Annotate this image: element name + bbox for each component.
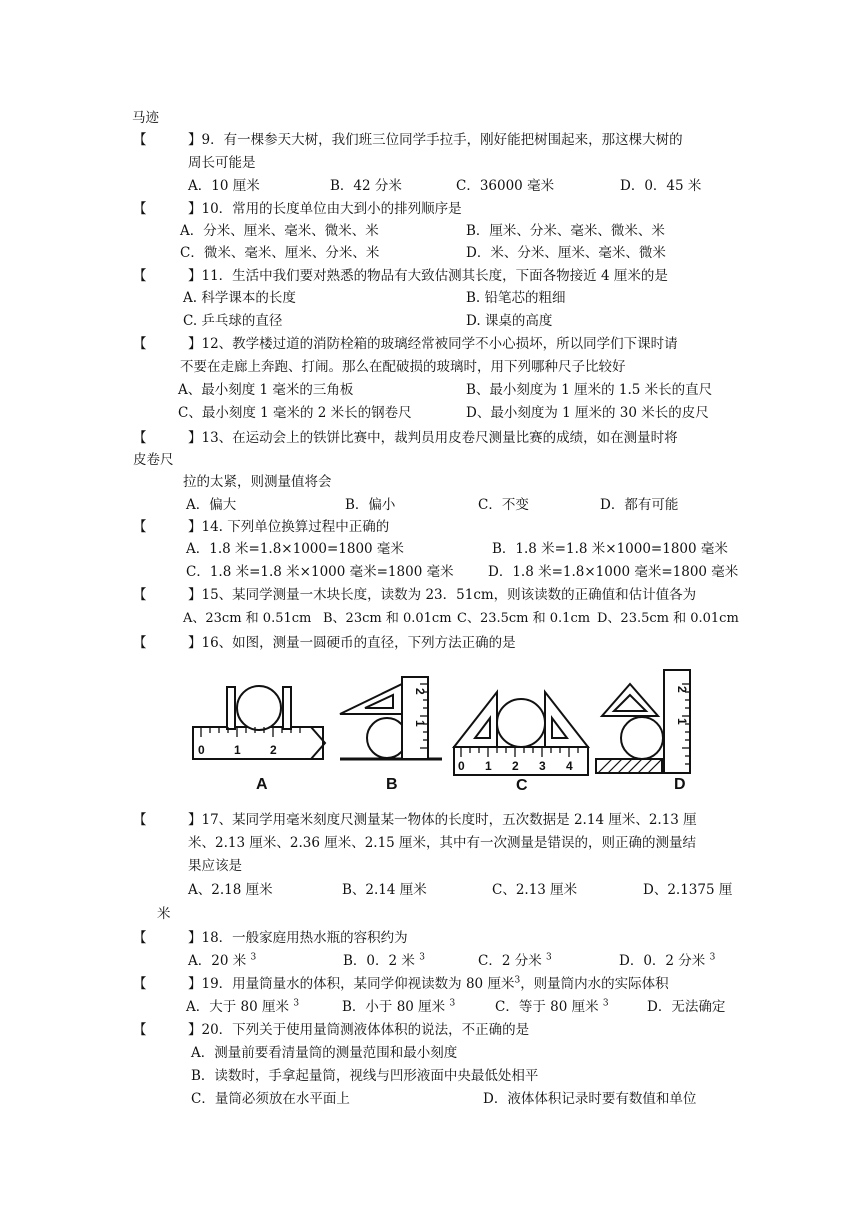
option-c: C．等于 80 厘米 $^3$ bbox=[495, 998, 609, 1015]
answer-bracket: 【 bbox=[133, 976, 147, 992]
option-c: C．微米、毫米、厘米、分米、米 bbox=[180, 245, 380, 261]
option-b: B．偏小 bbox=[345, 497, 396, 513]
answer-bracket: 【 bbox=[133, 336, 147, 352]
question-stem: 】18．一般家庭用热水瓶的容积约为 bbox=[188, 930, 408, 946]
option-b: B、最小刻度为 1 厘米的 1.5 米长的直尺 bbox=[466, 382, 713, 398]
option-a: A．测量前要看清量筒的测量范围和最小刻度 bbox=[191, 1045, 458, 1061]
question-stem: 】20．下列关于使用量筒测液体体积的说法，不正确的是 bbox=[188, 1022, 530, 1038]
option-a: A、最小刻度 1 毫米的三角板 bbox=[178, 382, 354, 398]
coin-measurement-figure bbox=[190, 662, 700, 797]
question-stem: 】13、在运动会上的铁饼比赛中，裁判员用皮卷尺测量比赛的成绩，如在测量时将 bbox=[188, 430, 678, 446]
option-d: D．0．45 米 bbox=[620, 178, 702, 194]
question-stem-cont2: 果应该是 bbox=[188, 858, 242, 874]
option-a: A. 科学课本的长度 bbox=[183, 290, 296, 306]
question-stem-cont: 周长可能是 bbox=[188, 155, 256, 171]
figure-label-d: D bbox=[674, 776, 686, 793]
question-stem: 】10．常用的长度单位由大到小的排列顺序是 bbox=[188, 201, 462, 217]
ruler-tick-label: 2 bbox=[675, 686, 689, 693]
answer-bracket: 【 bbox=[133, 430, 147, 446]
answer-bracket: 【 bbox=[133, 132, 147, 148]
question-stem: 】15、某同学测量一木块长度，读数为 23．51cm，则该读数的正确值和估计值各为 bbox=[188, 587, 697, 603]
option-d: D. 课桌的高度 bbox=[466, 313, 553, 329]
option-a: A．偏大 bbox=[186, 497, 237, 513]
option-b: B．小于 80 厘米 $^3$ bbox=[342, 998, 456, 1015]
answer-bracket: 【 bbox=[133, 812, 147, 828]
ruler-tick-label: 0 bbox=[198, 743, 205, 757]
option-d: D、23.5cm 和 0.01cm bbox=[597, 611, 739, 626]
figure-label-c: C bbox=[516, 777, 528, 794]
question-stem: 】16、如图，测量一圆硬币的直径，下列方法正确的是 bbox=[188, 635, 516, 651]
option-b: B．0．2 米 $^3$ bbox=[343, 952, 425, 969]
option-c: C．1.8 米=1.8 米×1000 毫米=1800 毫米 bbox=[186, 564, 454, 580]
question-stem: 】19．用量筒量水的体积，某同学仰视读数为 80 厘米$^3$，则量筒内水的实际体积 bbox=[188, 975, 669, 992]
option-a: A、2.18 厘米 bbox=[188, 882, 273, 898]
question-stem-cont: 米、2.13 厘米、2.36 厘米、2.15 厘米，其中有一次测量是错误的，则正确的测量结 bbox=[188, 835, 697, 851]
answer-bracket: 【 bbox=[133, 587, 147, 603]
ruler-tick-label: 0 bbox=[458, 759, 465, 773]
page-header: 马迹 bbox=[132, 110, 159, 126]
option-d-wrap: 米 bbox=[157, 906, 171, 922]
question-stem: 】11．生活中我们要对熟悉的物品有大致估测其长度，下面各物接近 4 厘米的是 bbox=[188, 268, 668, 284]
answer-bracket: 【 bbox=[133, 1022, 147, 1038]
option-a: A、23cm 和 0.51cm bbox=[183, 611, 312, 626]
option-b: B．1.8 米=1.8 米×1000=1800 毫米 bbox=[492, 541, 728, 557]
option-c: C、2.13 厘米 bbox=[492, 882, 578, 898]
ruler-tick-label: 2 bbox=[413, 688, 427, 695]
question-stem-cont: 皮卷尺 bbox=[133, 452, 174, 468]
answer-bracket: 【 bbox=[133, 635, 147, 651]
option-d: D、最小刻度为 1 厘米的 30 米长的皮尺 bbox=[466, 405, 709, 421]
ruler-tick-label: 4 bbox=[566, 759, 573, 773]
option-a: A．20 米 $^3$ bbox=[188, 952, 257, 969]
option-b: B. 铅笔芯的粗细 bbox=[466, 290, 566, 306]
option-d: D．液体体积记录时要有数值和单位 bbox=[483, 1091, 697, 1107]
question-stem-cont2: 拉的太紧，则测量值将会 bbox=[183, 474, 332, 490]
option-d: D．都有可能 bbox=[600, 497, 679, 513]
ruler-tick-label: 2 bbox=[270, 743, 277, 757]
ruler-tick-label: 1 bbox=[485, 759, 492, 773]
ruler-tick-label: 2 bbox=[512, 759, 519, 773]
option-c: C、23.5cm 和 0.1cm bbox=[457, 611, 591, 626]
option-d: D．无法确定 bbox=[647, 999, 726, 1015]
answer-bracket: 【 bbox=[133, 519, 147, 535]
option-d: D．1.8 米=1.8×1000 毫米=1800 毫米 bbox=[488, 564, 739, 580]
ruler-tick-label: 1 bbox=[675, 718, 689, 725]
question-stem-cont: 不要在走廊上奔跑、打闹。那么在配破损的玻璃时，用下列哪种尺子比较好 bbox=[180, 359, 626, 375]
answer-bracket: 【 bbox=[133, 930, 147, 946]
figure-a bbox=[193, 686, 325, 759]
option-c: C. 乒乓球的直径 bbox=[183, 313, 283, 329]
option-d: D．米、分米、厘米、毫米、微米 bbox=[466, 245, 666, 261]
answer-bracket: 【 bbox=[133, 268, 147, 284]
option-a: A．分米、厘米、毫米、微米、米 bbox=[180, 223, 379, 239]
option-c: C．量筒必须放在水平面上 bbox=[191, 1091, 350, 1107]
figure-label-a: A bbox=[256, 776, 268, 793]
option-b: B、2.14 厘米 bbox=[342, 882, 427, 898]
ruler-tick-label: 1 bbox=[413, 720, 427, 727]
ruler-tick-label: 1 bbox=[234, 743, 241, 757]
ruler-tick-label: 3 bbox=[539, 759, 546, 773]
option-a: A．1.8 米=1.8×1000=1800 毫米 bbox=[186, 541, 404, 557]
option-a: A．大于 80 厘米 $^3$ bbox=[186, 998, 300, 1015]
answer-bracket: 【 bbox=[133, 201, 147, 217]
question-stem: 】12、教学楼过道的消防栓箱的玻璃经常被同学不小心损坏，所以同学们下课时请 bbox=[188, 336, 678, 352]
option-c: C．36000 毫米 bbox=[456, 178, 555, 194]
option-b: B．读数时，手拿起量筒，视线与凹形液面中央最低处相平 bbox=[191, 1068, 539, 1084]
option-d: D、2.1375 厘 bbox=[643, 882, 733, 898]
option-c: C、最小刻度 1 毫米的 2 米长的钢卷尺 bbox=[178, 405, 412, 421]
option-a: A．10 厘米 bbox=[188, 178, 260, 194]
option-b: B．42 分米 bbox=[330, 178, 402, 194]
option-c: C．不变 bbox=[478, 497, 529, 513]
figure-label-b: B bbox=[386, 776, 398, 793]
question-stem: 】14. 下列单位换算过程中正确的 bbox=[188, 519, 390, 535]
option-b: B．厘米、分米、毫米、微米、米 bbox=[466, 223, 665, 239]
option-c: C．2 分米 $^3$ bbox=[478, 952, 552, 969]
question-stem: 】9．有一棵参天大树，我们班三位同学手拉手，刚好能把树围起来，那这棵大树的 bbox=[188, 132, 683, 148]
option-b: B、23cm 和 0.01cm bbox=[323, 611, 452, 626]
option-d: D．0．2 分米 $^3$ bbox=[619, 952, 716, 969]
question-stem: 】17、某同学用毫米刻度尺测量某一物体的长度时，五次数据是 2.14 厘米、2.13 厘 bbox=[188, 812, 697, 828]
